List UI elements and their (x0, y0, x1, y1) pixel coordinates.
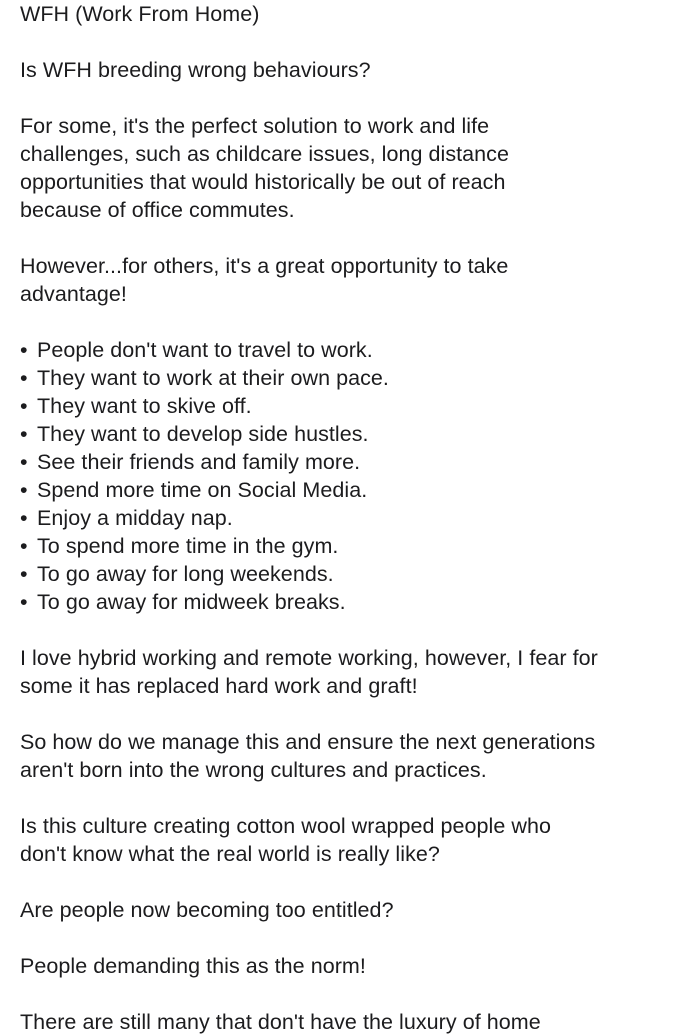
list-item (20, 588, 688, 616)
list-item (20, 560, 688, 588)
behaviour-list (20, 336, 688, 616)
bullet-icon: • (20, 534, 28, 558)
manage-paragraph (20, 728, 688, 784)
hybrid-paragraph (20, 644, 688, 700)
post-title: WFH (Work From Home) (20, 2, 260, 26)
post-body (20, 0, 688, 1036)
manage-line: So how do we manage this and ensure the next generations (20, 730, 596, 754)
cutoff-line: There are still many that don't have the luxury of home (20, 1010, 541, 1034)
list-item-text: They want to skive off. (37, 394, 252, 418)
post-question: Is WFH breeding wrong behaviours? (20, 58, 371, 82)
intro-line: For some, it's the perfect solution to work and life (20, 114, 490, 138)
hybrid-line: some it has replaced hard work and graft! (20, 674, 418, 698)
bullet-icon: • (20, 366, 28, 390)
demanding-statement: People demanding this as the norm! (20, 954, 366, 978)
list-item (20, 364, 688, 392)
list-item (20, 476, 688, 504)
however-line: advantage! (20, 282, 127, 306)
hybrid-line: I love hybrid working and remote working, however, I fear for (20, 646, 598, 670)
intro-line: challenges, such as childcare issues, long distance (20, 142, 509, 166)
bullet-icon: • (20, 450, 28, 474)
culture-line: don't know what the real world is really like? (20, 842, 440, 866)
bullet-icon: • (20, 506, 28, 530)
entitled-question: Are people now becoming too entitled? (20, 898, 394, 922)
list-item-text: To go away for long weekends. (37, 562, 334, 586)
list-item (20, 420, 688, 448)
list-item-text: To go away for midweek breaks. (37, 590, 346, 614)
intro-line: opportunities that would historically be out of reach (20, 170, 506, 194)
however-line: However...for others, it's a great opportunity to take (20, 254, 509, 278)
bullet-icon: • (20, 478, 28, 502)
intro-paragraph (20, 112, 688, 224)
list-item (20, 392, 688, 420)
however-paragraph (20, 252, 688, 308)
intro-line: because of office commutes. (20, 198, 295, 222)
list-item-text: To spend more time in the gym. (37, 534, 339, 558)
list-item (20, 504, 688, 532)
list-item (20, 532, 688, 560)
list-item-text: They want to develop side hustles. (37, 422, 369, 446)
list-item-text: People don't want to travel to work. (37, 338, 373, 362)
culture-line: Is this culture creating cotton wool wrapped people who (20, 814, 552, 838)
list-item (20, 448, 688, 476)
bullet-icon: • (20, 394, 28, 418)
list-item-text: Spend more time on Social Media. (37, 478, 368, 502)
manage-line: aren't born into the wrong cultures and practices. (20, 758, 487, 782)
bullet-icon: • (20, 422, 28, 446)
list-item-text: Enjoy a midday nap. (37, 506, 233, 530)
bullet-icon: • (20, 338, 28, 362)
bullet-icon: • (20, 590, 28, 614)
list-item-text: See their friends and family more. (37, 450, 361, 474)
bullet-icon: • (20, 562, 28, 586)
list-item-text: They want to work at their own pace. (37, 366, 389, 390)
culture-paragraph (20, 812, 688, 868)
list-item (20, 336, 688, 364)
